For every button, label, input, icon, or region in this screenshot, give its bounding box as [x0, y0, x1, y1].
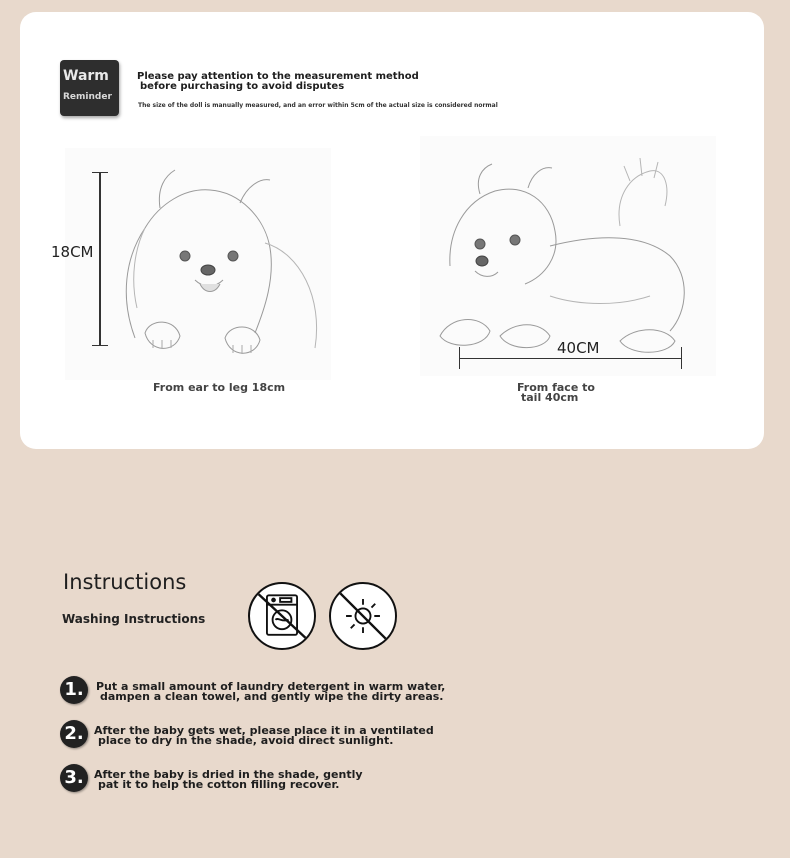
step-text — [96, 682, 445, 702]
step-text-line1: After the baby is dried in the shade, gently — [94, 768, 363, 781]
step-number: 2. — [60, 720, 88, 748]
step-text-line2: pat it to help the cotton filling recover. — [98, 778, 340, 791]
step-number: 1. — [60, 676, 88, 704]
length-label: 40CM — [557, 339, 600, 357]
side-view-caption — [517, 383, 595, 403]
reminder-note — [137, 72, 419, 92]
length-measure-line — [459, 358, 682, 359]
step-text-line2: place to dry in the shade, avoid direct sunlight. — [98, 734, 394, 747]
step-text-line1: Put a small amount of laundry detergent in warm water, — [96, 680, 446, 693]
measurement-card — [20, 12, 764, 449]
warm-reminder-badge — [60, 60, 119, 116]
reminder-small-note: The size of the doll is manually measured, and an error within 5cm of the actual size is considered normal — [138, 102, 498, 109]
step-text — [94, 726, 434, 746]
reminder-note-line2: before purchasing to avoid disputes — [140, 81, 345, 92]
height-measure-line — [99, 172, 101, 346]
badge-title: Warm — [63, 68, 109, 84]
no-sunlight-icon — [329, 582, 397, 650]
side-view-caption-line2: tail 40cm — [521, 391, 579, 404]
step-text — [94, 770, 363, 790]
washing-instructions-title: Washing Instructions — [62, 612, 206, 626]
no-machine-wash-icon — [248, 582, 316, 650]
front-view-caption: From ear to leg 18cm — [153, 381, 286, 394]
step-text-line1: After the baby gets wet, please place it in a ventilated — [94, 724, 434, 737]
step-number: 3. — [60, 764, 88, 792]
side-view-caption-line1: From face to — [517, 381, 595, 394]
badge-subtitle: Reminder — [63, 92, 112, 102]
step-text-line2: dampen a clean towel, and gently wipe the dirty areas. — [100, 690, 444, 703]
instructions-title: Instructions — [63, 570, 187, 594]
reminder-note-line1: Please pay attention to the measurement method — [137, 71, 419, 82]
height-label: 18CM — [51, 243, 94, 261]
